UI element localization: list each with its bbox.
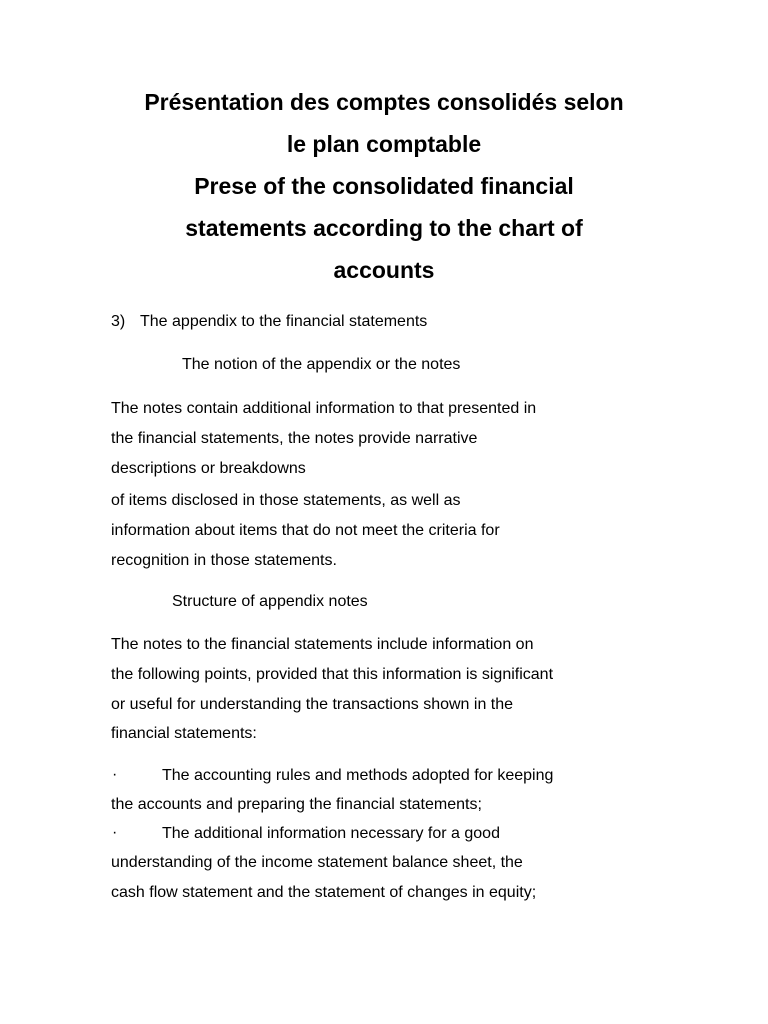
title-line-5: accounts xyxy=(333,257,435,283)
paragraph-notion-line: information about items that do not meet the criteria for xyxy=(111,522,500,539)
paragraph-notion-line: the financial statements, the notes provide narrative xyxy=(111,430,478,447)
section-heading: The appendix to the financial statements xyxy=(140,313,428,330)
paragraph-structure-line: or useful for understanding the transactions shown in the xyxy=(111,696,514,713)
paragraph-notion-line: descriptions or breakdowns xyxy=(111,460,306,477)
bullet-item-line: understanding of the income statement balance sheet, the xyxy=(111,854,523,871)
title-line-1: Présentation des comptes consolidés selon xyxy=(144,89,624,115)
title-line-2: le plan comptable xyxy=(286,131,482,157)
paragraph-notion-line: of items disclosed in those statements, as well as xyxy=(111,492,461,509)
title-line-4: statements according to the chart of xyxy=(185,215,583,241)
bullet-item-line: The additional information necessary for a good xyxy=(162,825,500,842)
subheading-structure: Structure of appendix notes xyxy=(172,593,368,610)
paragraph-notion-line: The notes contain additional information to that presented in xyxy=(111,400,537,417)
paragraph-structure-line: The notes to the financial statements include information on xyxy=(111,636,534,653)
section-number: 3) xyxy=(111,313,126,330)
bullet-dot-icon: · xyxy=(112,824,118,841)
paragraph-structure-line: the following points, provided that this information is significant xyxy=(111,666,554,683)
bullet-item-line: cash flow statement and the statement of changes in equity; xyxy=(111,884,537,901)
paragraph-notion-line: recognition in those statements. xyxy=(111,552,337,569)
title-line-3: Prese of the consolidated financial xyxy=(194,173,574,199)
bullet-dot-icon: · xyxy=(112,766,118,783)
subheading-notion: The notion of the appendix or the notes xyxy=(182,356,461,373)
bullet-item-line: The accounting rules and methods adopted for keeping xyxy=(162,767,554,784)
paragraph-structure-line: financial statements: xyxy=(111,725,257,742)
bullet-item-line: the accounts and preparing the financial statements; xyxy=(111,796,482,813)
